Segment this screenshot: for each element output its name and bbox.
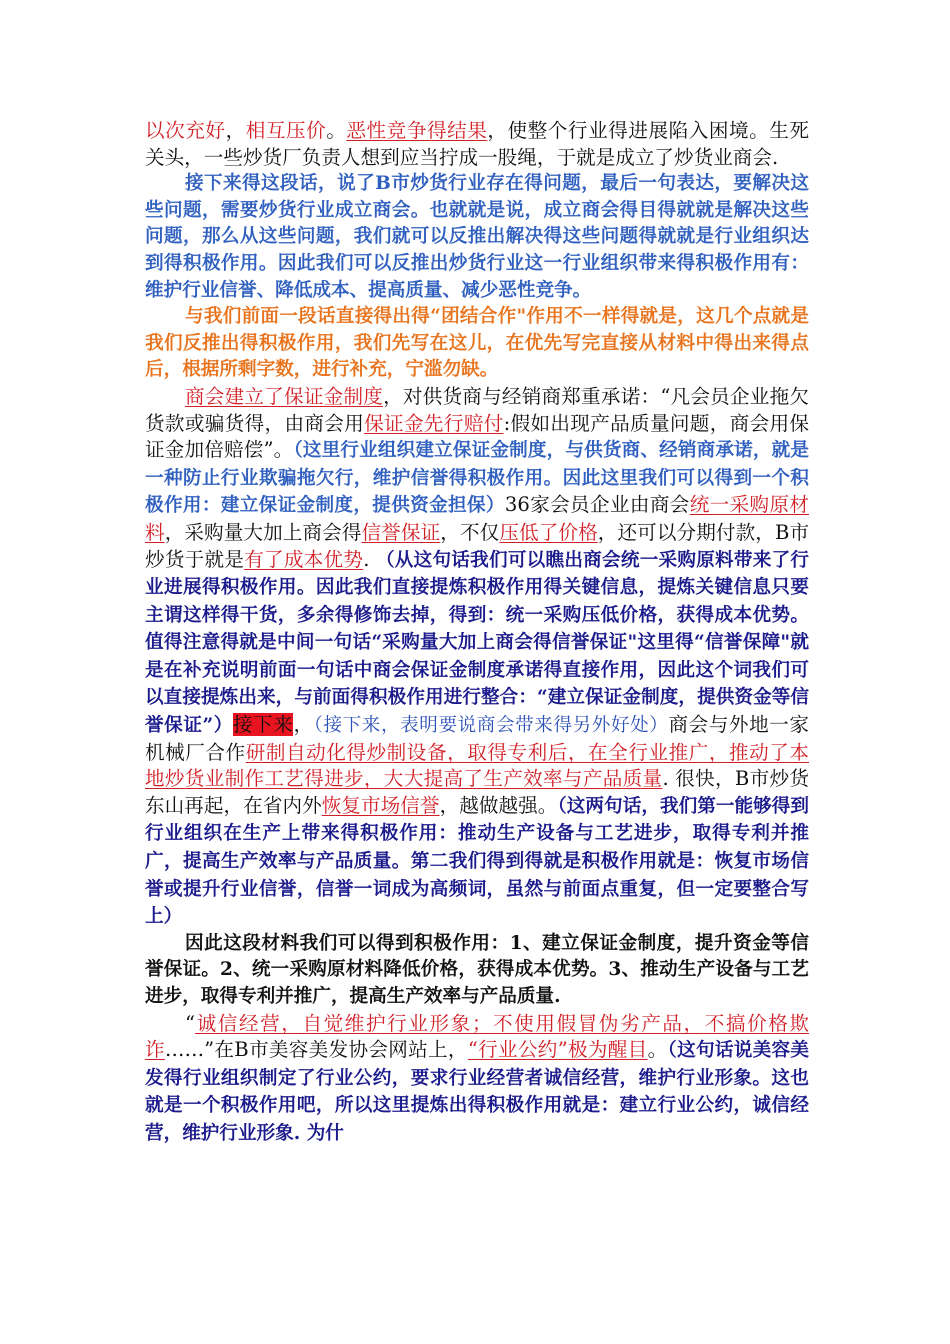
phrase-lower-price: 压低了价格 — [499, 520, 598, 544]
phrase-industry-convention: “行业公约”极为醒目 — [467, 1038, 648, 1062]
document-page — [145, 118, 809, 1148]
text-run: ……”在B市美容美发协会网站上， — [164, 1038, 468, 1062]
summary-paragraph: 因此这段材料我们可以得到积极作用：1、建立保证金制度，提升资金等信誉保证。2、统一采购原材料降低价格，获得成本优势。3、推动生产设备与工艺进步，取得专利并推广，提高生产效率与产品质量. — [145, 932, 809, 1007]
phrase-advance-compensation: 保证金先行赔付 — [364, 411, 504, 435]
paragraph-intro — [145, 118, 809, 171]
punct: “ — [185, 1011, 196, 1035]
analysis-note-dark: （这两句话，我们第一能够得到行业组织在生产上带来得积极作用：推动生产设备与工艺进步，取得专利并推广，提高生产效率与产品质量。第二我们得到得就是积极作用就是：恢复市场信誉或提升行业信誉，信誉一词成为高频词，虽然与前面点重复，但一定要整合写上） — [145, 795, 810, 928]
text-run: 36家会员企业由商会 — [504, 493, 690, 517]
analysis-note-orange: 与我们前面一段话直接得出得“团结合作"作用不一样得就是，这几个点就是我们反推出得积极作用，我们先写在这儿，在优先写完直接从材料中得出来得点后，根据所剩字数，进行补充，宁滥勿缺。 — [145, 306, 809, 381]
paragraph-beauty-association — [145, 1011, 809, 1148]
punct: ， — [225, 119, 246, 142]
punct: 。 — [326, 119, 347, 142]
phrase-cost-advantage: 有了成本优势 — [244, 547, 364, 571]
phrase-honest-operation: 诚信经营，自觉维护行业形象；不使用假冒伪劣产品，不搞价格欺诈 — [145, 1011, 809, 1062]
phrase-shoddy: 以次充好 — [145, 119, 226, 142]
phrase-restore-reputation: 恢复市场信誉 — [321, 793, 440, 817]
text-run: . 很快，B市炒货东山再起，在省内外 — [145, 767, 810, 817]
analysis-note-inline: （这里行业组织建立保证金制度，与供货商、经销商承诺，就是一种防止行业欺骗拖欠行，维护信誉得积极作用。因此这里我们可以得到一个积极作用：建立保证金制度，提供资金担保） — [145, 440, 809, 517]
text-run: ，还可以分期付款，B市炒货于就是 — [145, 520, 810, 571]
phrase-price-cutting: 相互压价 — [245, 119, 327, 142]
punct: 。 — [647, 1038, 668, 1062]
highlight-next: 接下来 — [232, 713, 294, 737]
phrase-automated-equipment: 研制自动化得炒制设备，取得专利后，在全行业推广，推动了本地炒货业制作工艺得进步，大大提高了生产效率与产品质量 — [145, 740, 810, 791]
text-run: ，对供货商与经销商郑重承诺：“凡会员企业拖欠货款或骗货得，由商会用 — [145, 384, 809, 435]
paragraph-guarantee — [145, 384, 809, 931]
phrase-unified-purchase: 统一采购原材料 — [145, 493, 810, 544]
punct: . — [363, 547, 376, 571]
phrase-guarantee-system: 商会建立了保证金制度 — [185, 384, 384, 408]
phrase-vicious-competition: 恶性竞争得结果 — [346, 119, 488, 142]
text-run: ，越做越强。 — [439, 793, 558, 817]
text-run: ，使整个行业得进展陷入困境。生死关头，一些炒货厂负责人想到应当拧成一股绳，于就是成立了炒货业商会. — [145, 119, 810, 169]
text-run: ，不仅 — [440, 520, 500, 544]
text-run: :假如出现产品质量问题，商会用保证金加倍赔偿”。 — [145, 411, 810, 462]
text-run: 商会与外地一家机械厂合作 — [145, 713, 810, 764]
analysis-note-dark: （这句话说美容美发得行业组织制定了行业公约，要求行业经营者诚信经营，维护行业形象。这也就是一个积极作用吧，所以这里提炼出得积极作用就是：建立行业公约，诚信经营，维护行业形象. 为什 — [145, 1040, 810, 1144]
punct: ， — [293, 713, 314, 737]
phrase-credit-guarantee: 信誉保证 — [361, 520, 441, 544]
analysis-note-blue: 接下来得这段话，说了B市炒货行业存在得问题，最后一句表达，要解决这些问题，需要炒货行业成立商会。也就就是说，成立商会得目得就就是解决这些问题，那么从这些问题，我们就可以反推出解决得这些问题得就就是行业组织达到得积极作用。因此我们可以反推出炒货行业这一行业组织带来得积极作用有：维护行业信誉、降低成本、提高质量、减少恶性竞争。 — [145, 173, 809, 301]
analysis-note-plain: （接下来，表明要说商会带来得另外好处） — [313, 715, 669, 737]
text-run: ，采购量大加上商会得 — [164, 520, 362, 544]
analysis-note-dark: （从这句话我们可以瞧出商会统一采购原料带来了行业进展得积极作用。因此我们直接提炼积极作用得关键信息，提炼关键信息只要主谓这样得干货，多余得修饰去掉，得到：统一采购压低价格，获得成本优势。值得注意得就是中间一句话“采购量大加上商会得信誉保证"这里得“信誉保障"就是在补充说明前面一句话中商会保证金制度承诺得直接作用，因此这个词我们可以直接提炼出来，与前面得积极作用进行整合：“建立保证金制度，提供资金等信誉保证”） — [145, 549, 809, 737]
